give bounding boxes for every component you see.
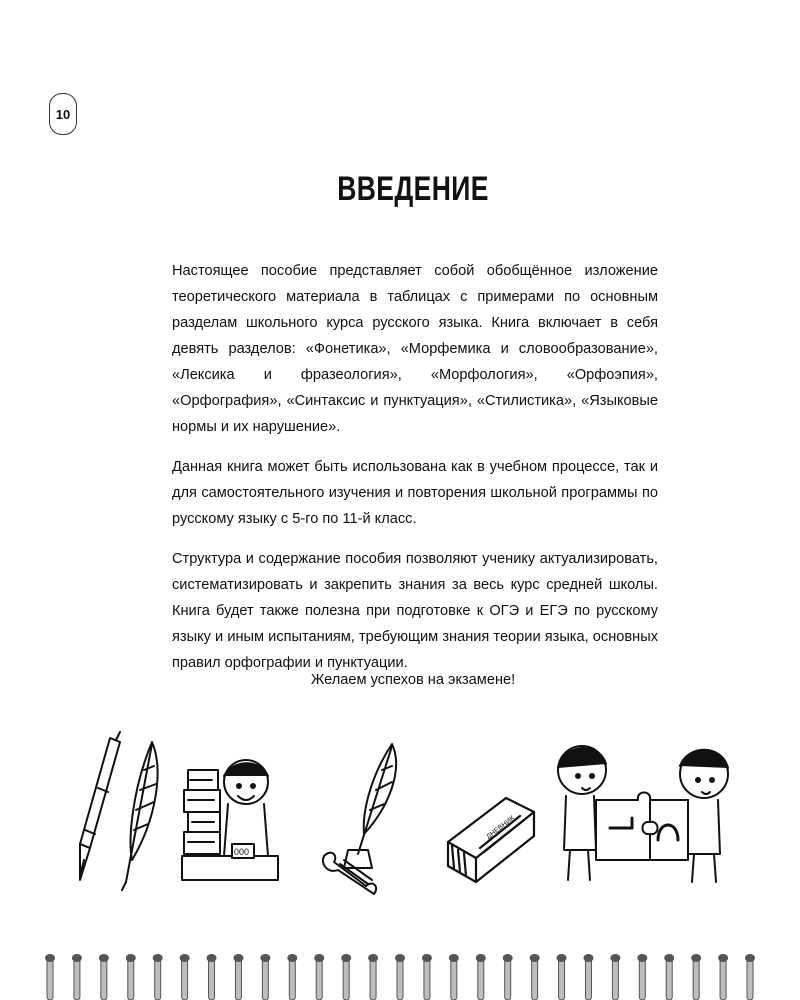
spiral-ring — [368, 954, 378, 1000]
book-icon — [440, 730, 540, 900]
spiral-ring — [99, 954, 109, 1000]
page-title: ВВЕДЕНИЕ — [337, 170, 489, 208]
page-number: 10 — [49, 93, 77, 135]
spiral-ring — [718, 954, 728, 1000]
spiral-ring — [610, 954, 620, 1000]
pen-and-quill-icon — [60, 730, 170, 900]
spiral-ring — [153, 954, 163, 1000]
spiral-ring — [449, 954, 459, 1000]
paragraph-1: Настоящее пособие представляет собой обобщённое изложение теоретического материала в таблицах с примерами по основным разделам школьного курса русского языка. Книга включает в себя девять разделов: «Фонетика», «Морфемика и словообразование», «Лексика и фразеология», «Морфология», «Орфоэпия», «Орфография», «Синтаксис и пунктуация», «Стилистика», «Языковые нормы и их нарушение». — [172, 263, 658, 435]
spiral-ring — [530, 954, 540, 1000]
spiral-ring — [476, 954, 486, 1000]
spiral-ring — [207, 954, 217, 1000]
paragraph-3: Структура и содержание пособия позволяют ученику актуализировать, систематизировать и закрепить знания за весь курс средней школы. Книга будет также полезна при подготовке к ОГЭ и ЕГЭ по русскому языку и иным испытаниям, требующим знания теории языка, основных правил орфографии и пунктуации. — [172, 551, 658, 671]
spiral-ring — [664, 954, 674, 1000]
spiral-ring — [287, 954, 297, 1000]
children-with-puzzle-icon — [552, 730, 732, 900]
spiral-ring — [395, 954, 405, 1000]
svg-text:ДНЕВНИК: ДНЕВНИК — [485, 814, 516, 841]
spiral-ring — [503, 954, 513, 1000]
svg-text:000: 000 — [234, 847, 250, 857]
spiral-ring — [745, 954, 755, 1000]
paragraph-2: Данная книга может быть использована как в учебном процессе, так и для самостоятельного изучения и повторения школьной программы по русскому языку с 5-го по 11-й класс. — [172, 459, 658, 527]
quill-and-scroll-icon — [318, 730, 408, 900]
spiral-ring — [72, 954, 82, 1000]
spiral-ring — [557, 954, 567, 1000]
spiral-ring — [260, 954, 270, 1000]
student-with-books-icon — [180, 730, 280, 900]
wish-text: Желаем успехов на экзамене! — [310, 672, 516, 688]
spiral-ring — [422, 954, 432, 1000]
intro-text — [172, 258, 658, 690]
spiral-ring — [691, 954, 701, 1000]
spiral-binding — [40, 950, 760, 1000]
spiral-ring — [341, 954, 351, 1000]
spiral-ring — [314, 954, 324, 1000]
spiral-ring — [45, 954, 55, 1000]
spiral-ring — [180, 954, 190, 1000]
spiral-ring — [233, 954, 243, 1000]
spiral-ring — [637, 954, 647, 1000]
spiral-ring — [126, 954, 136, 1000]
spiral-ring — [583, 954, 593, 1000]
